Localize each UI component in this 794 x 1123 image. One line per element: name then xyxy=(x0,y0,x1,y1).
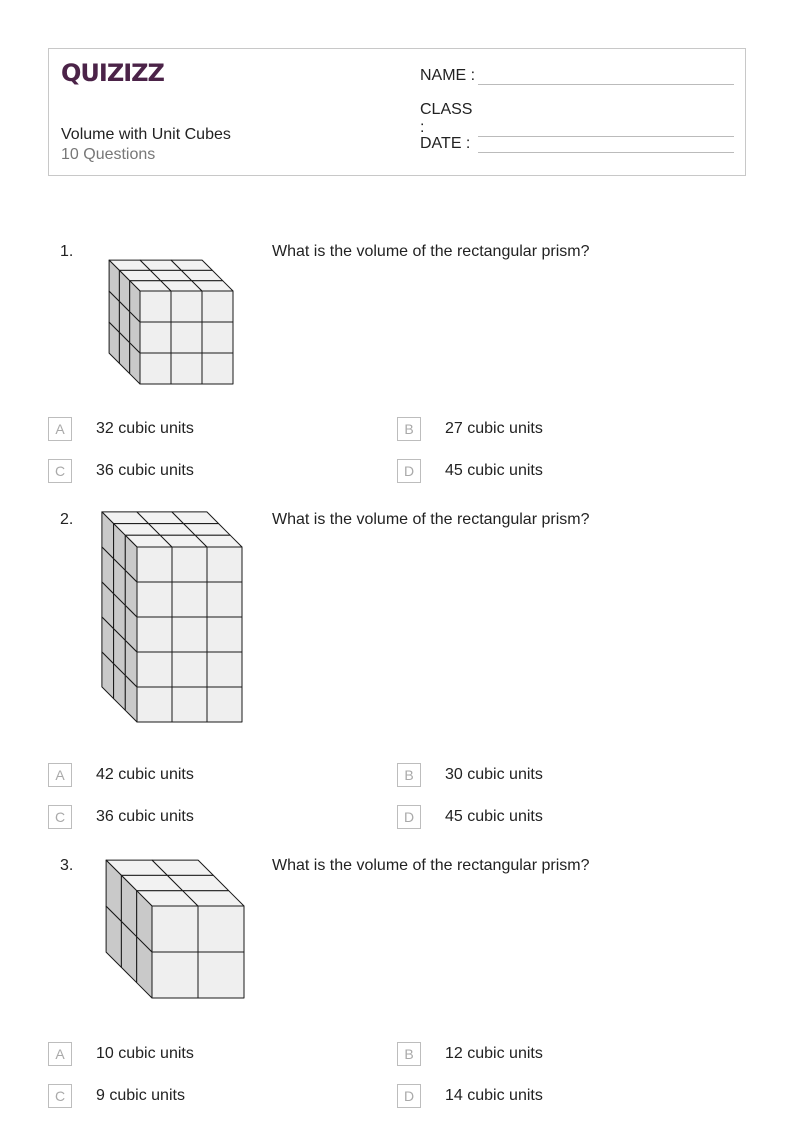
option-a[interactable] xyxy=(48,1042,194,1066)
quizizz-logo: QUIZIZZ xyxy=(61,59,164,87)
prism-figure-1 xyxy=(100,244,250,389)
cube-front-face xyxy=(152,906,198,952)
date-field[interactable] xyxy=(420,135,734,153)
question-text: What is the volume of the rectangular prism? xyxy=(272,857,590,874)
option-letter: C xyxy=(48,805,72,829)
question-count: 10 Questions xyxy=(61,146,156,163)
name-line[interactable] xyxy=(478,67,734,85)
cube-front-face xyxy=(140,353,171,384)
option-text: 14 cubic units xyxy=(445,1087,543,1104)
cube-front-face xyxy=(207,617,242,652)
option-c[interactable] xyxy=(48,1084,185,1108)
cube-front-face xyxy=(172,687,207,722)
cube-front-face xyxy=(172,617,207,652)
name-label: NAME : xyxy=(420,67,476,84)
cube-front-face xyxy=(198,906,244,952)
cube-front-face xyxy=(137,582,172,617)
cube-front-face xyxy=(202,353,233,384)
option-text: 12 cubic units xyxy=(445,1045,543,1062)
option-letter: D xyxy=(397,805,421,829)
cube-front-face xyxy=(140,291,171,322)
option-d[interactable] xyxy=(397,805,543,829)
cube-front-face xyxy=(202,291,233,322)
option-d[interactable] xyxy=(397,459,543,483)
cube-front-face xyxy=(172,547,207,582)
option-c[interactable] xyxy=(48,805,194,829)
class-field[interactable] xyxy=(420,101,734,137)
option-letter: A xyxy=(48,417,72,441)
cube-front-face xyxy=(207,582,242,617)
cube-front-face xyxy=(137,547,172,582)
cube-front-face xyxy=(137,652,172,687)
date-label: DATE : xyxy=(420,135,471,152)
option-text: 45 cubic units xyxy=(445,808,543,825)
cube-front-face xyxy=(152,952,198,998)
option-b[interactable] xyxy=(397,763,543,787)
name-field[interactable] xyxy=(420,67,734,85)
cube-front-face xyxy=(207,652,242,687)
option-text: 10 cubic units xyxy=(96,1045,194,1062)
cube-front-face xyxy=(207,687,242,722)
prism-figure-2 xyxy=(100,510,250,728)
question-text: What is the volume of the rectangular prism? xyxy=(272,511,590,528)
class-label: CLASS : xyxy=(420,101,473,136)
option-text: 32 cubic units xyxy=(96,420,194,437)
cube-front-face xyxy=(171,353,202,384)
option-letter: A xyxy=(48,763,72,787)
cube-front-face xyxy=(137,687,172,722)
option-text: 45 cubic units xyxy=(445,462,543,479)
option-text: 36 cubic units xyxy=(96,808,194,825)
option-letter: B xyxy=(397,417,421,441)
option-letter: C xyxy=(48,1084,72,1108)
option-text: 9 cubic units xyxy=(96,1087,185,1104)
option-b[interactable] xyxy=(397,1042,543,1066)
worksheet-header xyxy=(48,48,746,176)
question-number: 3. xyxy=(60,857,74,874)
option-c[interactable] xyxy=(48,459,194,483)
prism-figure-3 xyxy=(100,858,250,1003)
cube-front-face xyxy=(140,322,171,353)
option-letter: B xyxy=(397,763,421,787)
worksheet-title: Volume with Unit Cubes xyxy=(61,126,231,143)
option-text: 27 cubic units xyxy=(445,420,543,437)
cube-front-face xyxy=(172,652,207,687)
option-text: 36 cubic units xyxy=(96,462,194,479)
option-letter: B xyxy=(397,1042,421,1066)
question-number: 1. xyxy=(60,243,74,260)
option-letter: D xyxy=(397,1084,421,1108)
cube-front-face xyxy=(137,617,172,652)
option-d[interactable] xyxy=(397,1084,543,1108)
option-letter: D xyxy=(397,459,421,483)
option-text: 42 cubic units xyxy=(96,766,194,783)
cube-front-face xyxy=(171,291,202,322)
cube-front-face xyxy=(171,322,202,353)
option-letter: C xyxy=(48,459,72,483)
option-letter: A xyxy=(48,1042,72,1066)
cube-front-face xyxy=(172,582,207,617)
option-b[interactable] xyxy=(397,417,543,441)
cube-front-face xyxy=(198,952,244,998)
cube-front-face xyxy=(207,547,242,582)
question-number: 2. xyxy=(60,511,74,528)
option-a[interactable] xyxy=(48,417,194,441)
date-line[interactable] xyxy=(478,135,734,153)
cube-front-face xyxy=(202,322,233,353)
question-text: What is the volume of the rectangular prism? xyxy=(272,243,590,260)
option-a[interactable] xyxy=(48,763,194,787)
option-text: 30 cubic units xyxy=(445,766,543,783)
